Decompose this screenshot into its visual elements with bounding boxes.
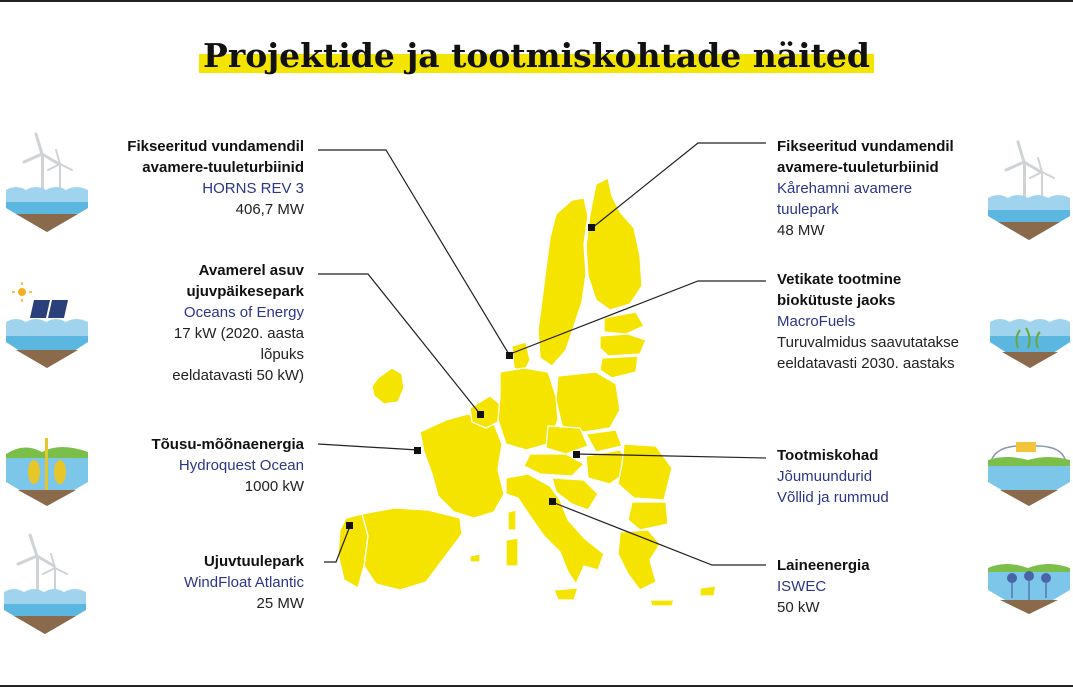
- map-sardinia: [506, 538, 518, 566]
- label-heading: Avamerel asuv: [198, 262, 304, 279]
- label-value: 25 MW: [256, 595, 304, 612]
- map-ireland: [372, 368, 404, 404]
- label-value: 48 MW: [777, 222, 825, 239]
- label-oceans-of-energy: [172, 260, 304, 386]
- map-romania: [618, 444, 672, 500]
- map-benelux: [470, 396, 500, 428]
- label-heading: ujuvpäikesepark: [186, 283, 304, 300]
- map-latvia: [600, 334, 646, 356]
- marker-windfloat: [346, 522, 353, 529]
- wave-energy-icon: [986, 556, 1072, 616]
- label-tootmiskohad: [777, 445, 889, 508]
- label-project-name: WindFloat Atlantic: [183, 574, 304, 591]
- label-heading: biokütuste jaoks: [777, 292, 896, 309]
- label-project-name: Oceans of Energy: [183, 304, 304, 321]
- label-hydroquest: [151, 434, 304, 497]
- label-project-name: Hydroquest Ocean: [178, 457, 304, 474]
- label-project-name: Võllid ja rummud: [777, 489, 889, 506]
- marker-iswec: [549, 498, 556, 505]
- label-iswec: [777, 555, 870, 618]
- map-balearic: [470, 554, 480, 562]
- label-project-name: Kårehamni avamere: [777, 180, 913, 197]
- floating-solar-icon: [4, 278, 90, 372]
- map-greece: [618, 530, 660, 590]
- map-france: [420, 414, 504, 518]
- manufacturing-icon: [986, 436, 1072, 508]
- label-heading: Ujuvtuulepark: [203, 553, 304, 570]
- label-project-name: tuulepark: [777, 201, 839, 218]
- page-title: Projektide ja tootmiskohtade näited: [199, 36, 874, 76]
- label-value: eeldatavasti 2030. aastaks: [777, 355, 955, 372]
- label-windfloat: [184, 551, 304, 614]
- map-lithuania: [600, 356, 638, 378]
- label-value: eeldatavasti 50 kW): [172, 367, 304, 384]
- label-heading: Laineenergia: [777, 557, 870, 574]
- label-value: Turuvalmidus saavutatakse: [777, 334, 960, 351]
- map-cyprus: [700, 586, 716, 596]
- label-heading: avamere-tuuleturbiinid: [777, 159, 939, 176]
- marker-oceans-of-energy: [477, 411, 484, 418]
- floating-wind-turbine-icon: [2, 532, 88, 636]
- label-project-name: ISWEC: [777, 578, 827, 595]
- label-heading: Tootmiskohad: [777, 447, 879, 464]
- marker-tootmiskohad: [573, 451, 580, 458]
- label-macrofuels: [777, 269, 959, 374]
- label-heading: Fikseeritud vundamendil: [127, 138, 304, 155]
- connector-horns-rev: [318, 150, 510, 356]
- tidal-turbine-icon: [4, 430, 90, 508]
- map-finland: [586, 178, 642, 310]
- label-heading: Tõusu-mõõnaenergia: [151, 436, 304, 453]
- map-corsica: [508, 510, 516, 530]
- map-sicily: [554, 588, 578, 600]
- map-poland: [556, 372, 620, 432]
- offshore-wind-turbine-icon: [4, 130, 90, 234]
- label-value: 50 kW: [777, 599, 820, 616]
- algae-icon: [988, 308, 1072, 370]
- map-crete: [650, 600, 674, 606]
- map-denmark: [512, 342, 530, 372]
- label-karehamn: [777, 136, 954, 241]
- label-heading: Fikseeritud vundamendil: [777, 138, 954, 155]
- marker-hydroquest: [414, 447, 421, 454]
- map-bulgaria: [628, 502, 668, 530]
- label-value: lõpuks: [260, 346, 304, 363]
- label-project-name: MacroFuels: [777, 313, 856, 330]
- label-value: 17 kW (2020. aasta: [173, 325, 304, 342]
- map-slovakia: [586, 430, 622, 452]
- label-heading: Vetikate tootmine: [777, 271, 902, 288]
- label-value: 406,7 MW: [235, 201, 304, 218]
- marker-karehamn: [588, 224, 595, 231]
- label-project-name: HORNS REV 3: [202, 180, 304, 197]
- map-spain: [362, 508, 462, 590]
- label-horns-rev: [127, 136, 304, 220]
- label-heading: avamere-tuuleturbiinid: [142, 159, 304, 176]
- label-value: 1000 kW: [244, 478, 304, 495]
- offshore-wind-turbine-icon: [986, 138, 1072, 242]
- label-project-name: Jõumuundurid: [777, 468, 873, 485]
- connector-hydroquest: [318, 444, 418, 450]
- marker-horns-rev: [506, 352, 513, 359]
